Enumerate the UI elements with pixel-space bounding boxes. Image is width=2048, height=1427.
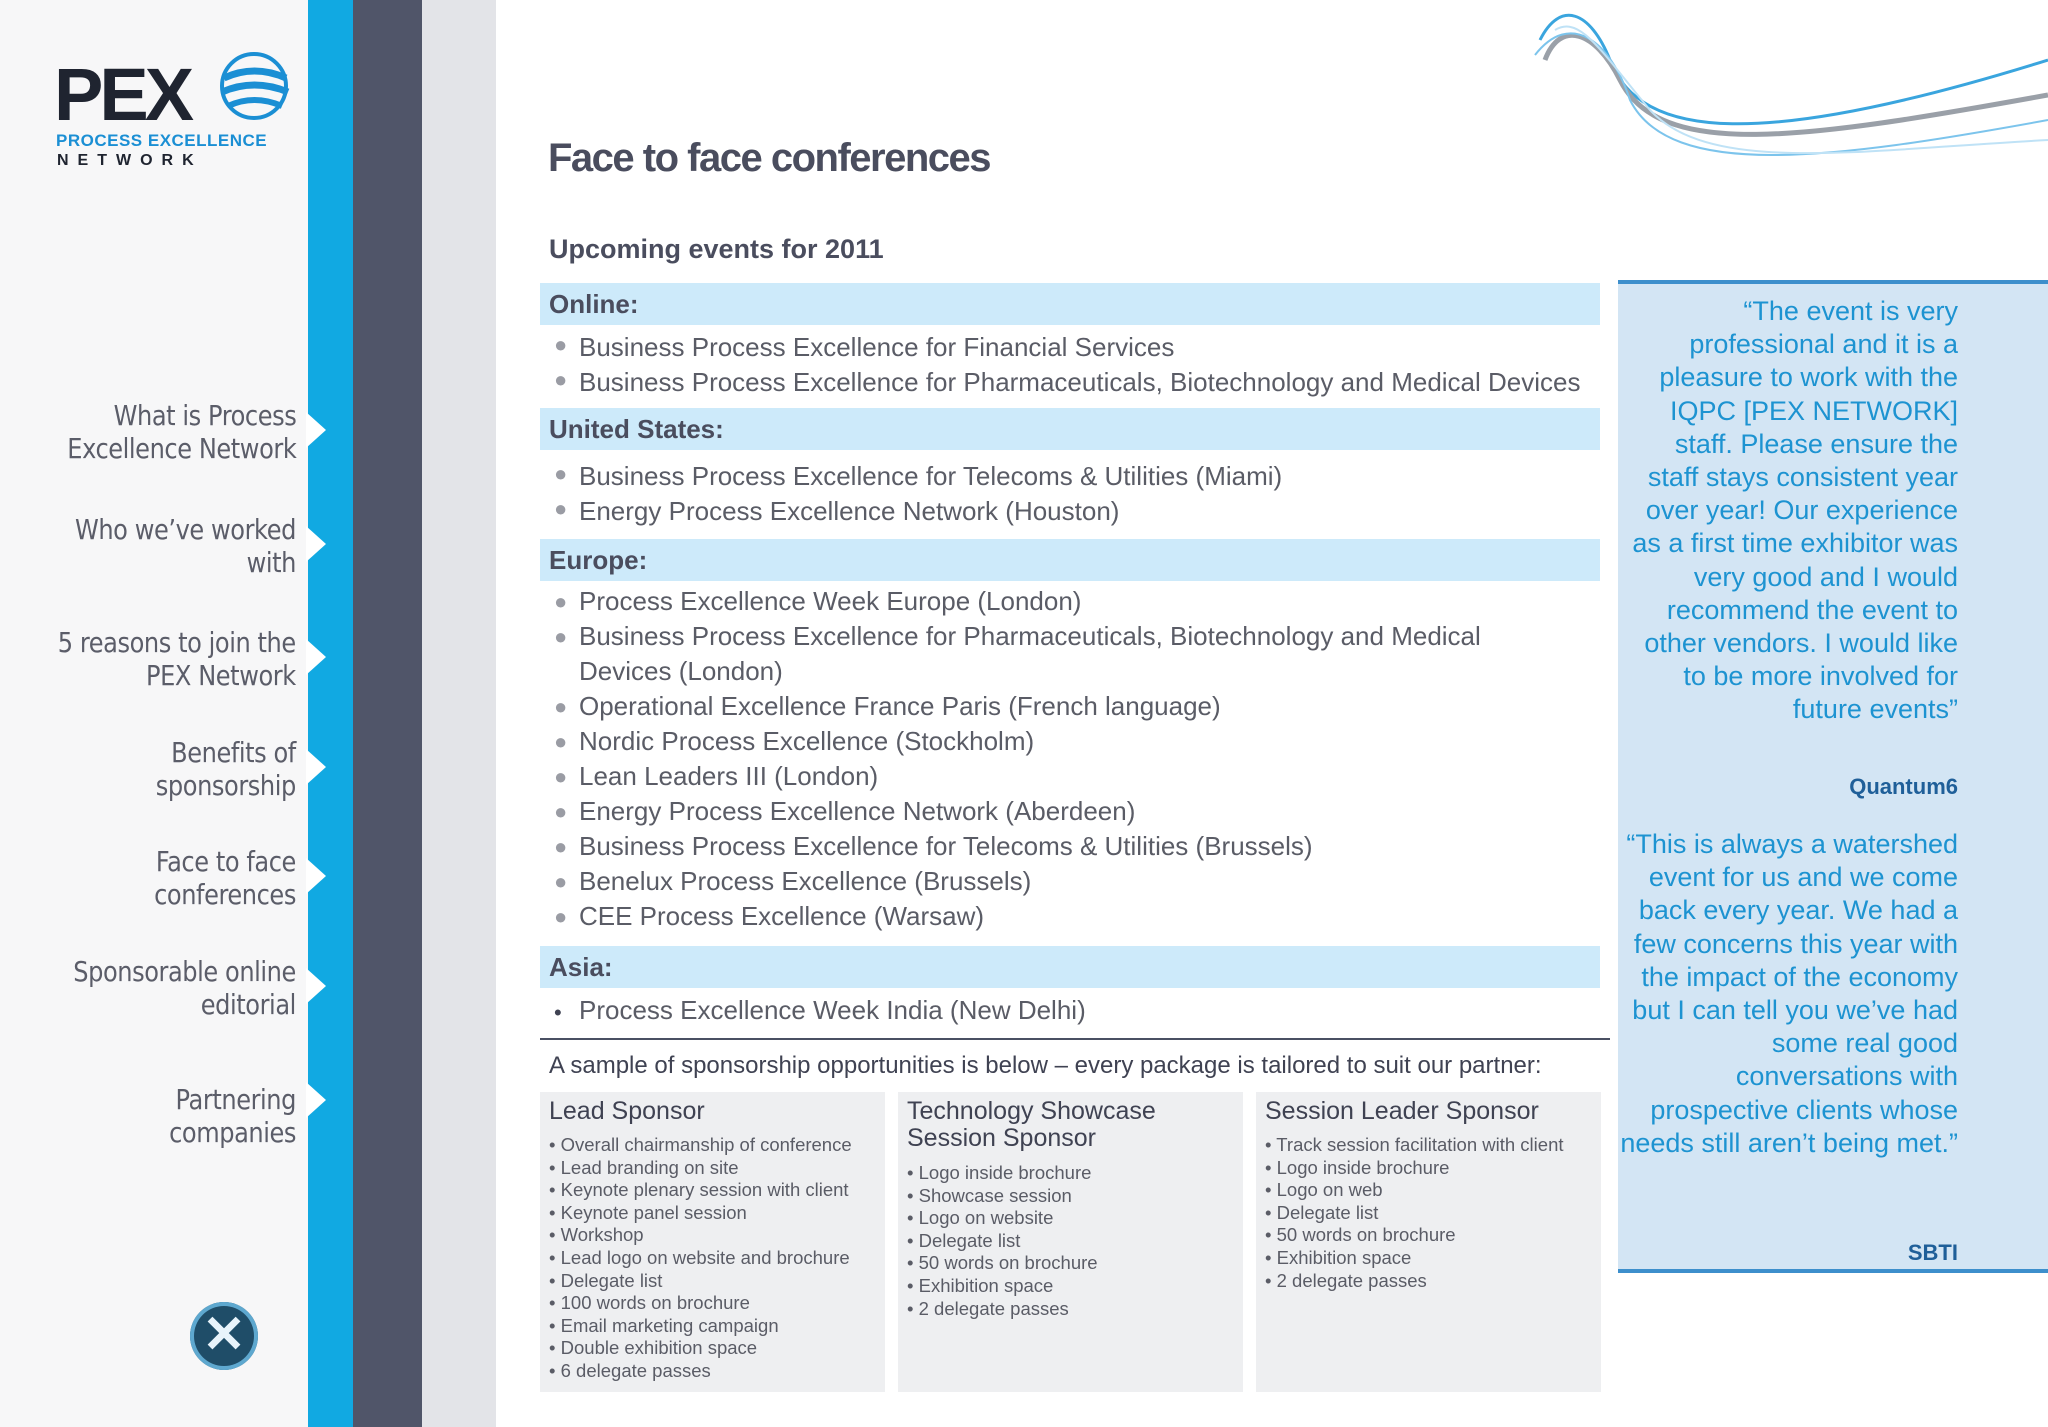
divider <box>540 1038 1610 1040</box>
list-item: • Exhibition space <box>1265 1247 1564 1270</box>
nav-arrow-icon <box>306 526 326 562</box>
nav-item-label: Face to face <box>155 845 296 878</box>
logo-globe-icon <box>214 44 294 124</box>
list-item: • Double exhibition space <box>549 1337 852 1360</box>
event-item: Operational Excellence France Paris (French language) <box>579 691 1221 721</box>
event-item: Business Process Excellence for Telecoms & Utilities (Miami) <box>579 461 1283 491</box>
bullet-icon: ● <box>554 869 568 894</box>
accent-bar-light <box>422 0 496 1427</box>
package-items <box>1265 1134 1564 1292</box>
nav-item-label: editorial <box>200 988 296 1021</box>
nav-item-who-we-worked-with[interactable] <box>75 513 296 579</box>
bullet-icon: ● <box>554 367 568 392</box>
package-technology-showcase <box>898 1092 1243 1392</box>
bullet-icon: • <box>554 1000 562 1025</box>
list-item: • Delegate list <box>1265 1202 1564 1225</box>
page-title: Face to face conferences <box>548 136 990 180</box>
nav-item-label: What is Process <box>113 399 296 432</box>
list-item: • Keynote plenary session with client <box>549 1179 852 1202</box>
region-label: Online: <box>549 289 639 319</box>
section-subtitle: Upcoming events for 2011 <box>549 234 884 264</box>
list-item: • Logo on website <box>907 1207 1098 1230</box>
close-icon: ✕ <box>202 1306 246 1364</box>
list-item: • Track session facilitation with client <box>1265 1134 1564 1157</box>
bullet-icon: ● <box>554 461 568 486</box>
list-item: • Email marketing campaign <box>549 1315 852 1338</box>
event-item: CEE Process Excellence (Warsaw) <box>579 901 985 931</box>
bullet-icon: ● <box>554 496 568 521</box>
nav-item-face-to-face-conferences[interactable] <box>154 845 296 911</box>
list-item: • Exhibition space <box>907 1275 1098 1298</box>
nav-item-label: Partnering companies <box>169 1083 296 1149</box>
bullet-icon: ● <box>554 694 568 719</box>
list-item: • Keynote panel session <box>549 1202 852 1225</box>
list-item: • Overall chairmanship of conference <box>549 1134 852 1157</box>
left-panel-background <box>0 0 308 1427</box>
region-header-europe <box>540 539 1600 581</box>
event-item: Energy Process Excellence Network (Aberdeen) <box>579 796 1136 826</box>
package-title: Lead Sponsor <box>549 1097 705 1125</box>
event-item: Business Process Excellence for Pharmaceuticals, Biotechnology and Medical Devices (London) <box>579 621 1481 686</box>
list-item: • Lead logo on website and brochure <box>549 1247 852 1270</box>
nav-item-partnering-companies[interactable] <box>41 1083 296 1149</box>
testimonial-quote: “This is always a watershed event for us and we come back every year. We had a few concerns this year with the impact of the economy but I can tell you we’ve had some real good conversations with prospective clients whose needs still aren’t being met.” <box>1620 829 1958 1158</box>
nav-arrow-icon <box>306 412 326 448</box>
list-item: • Logo inside brochure <box>1265 1157 1564 1180</box>
event-item: Process Excellence Week India (New Delhi) <box>579 995 1086 1025</box>
package-title: Session Leader Sponsor <box>1265 1097 1539 1125</box>
list-item: • 6 delegate passes <box>549 1360 852 1383</box>
accent-bar-slate <box>353 0 422 1427</box>
bullet-icon: ● <box>554 589 568 614</box>
list-item: • Logo on web <box>1265 1179 1564 1202</box>
list-item: • Showcase session <box>907 1185 1098 1208</box>
bullet-icon: ● <box>554 834 568 859</box>
event-item: Nordic Process Excellence (Stockholm) <box>579 726 1035 756</box>
event-item: Process Excellence Week Europe (London) <box>579 586 1082 616</box>
list-item: • Delegate list <box>549 1270 852 1293</box>
close-button[interactable] <box>190 1302 258 1370</box>
nav-item-label: 5 reasons to join the <box>57 626 296 659</box>
nav-item-label: Who we’ve worked <box>75 513 296 546</box>
nav-item-label: Excellence Network <box>66 432 296 465</box>
list-item: • 50 words on brochure <box>907 1252 1098 1275</box>
nav-arrow-icon <box>306 1082 326 1118</box>
nav-item-label: conferences <box>154 878 296 911</box>
region-header-asia <box>540 946 1600 988</box>
nav-item-label: PEX Network <box>146 659 296 692</box>
list-item: • 2 delegate passes <box>1265 1270 1564 1293</box>
nav-arrow-icon <box>306 858 326 894</box>
list-item: • Logo inside brochure <box>907 1162 1098 1185</box>
event-item: Energy Process Excellence Network (Houston) <box>579 496 1120 526</box>
bullet-icon: ● <box>554 332 568 357</box>
sponsorship-intro: A sample of sponsorship opportunities is below – every package is tailored to suit our partner: <box>549 1052 1542 1079</box>
package-lead-sponsor <box>540 1092 885 1392</box>
logo-network-text: NETWORK <box>57 152 203 169</box>
bullet-icon: ● <box>554 624 568 649</box>
nav-item-what-is-pex[interactable] <box>67 399 296 465</box>
nav-arrow-icon <box>306 639 326 675</box>
decorative-wave-graphic <box>1500 0 2048 200</box>
region-label: Europe: <box>549 545 648 575</box>
nav-item-sponsorable-online-editorial[interactable] <box>73 955 296 1021</box>
event-item: Business Process Excellence for Pharmaceuticals, Biotechnology and Medical Devices <box>579 367 1581 397</box>
nav-item-label: Sponsorable online <box>73 955 296 988</box>
region-label: Asia: <box>549 952 613 982</box>
nav-arrow-icon <box>306 968 326 1004</box>
list-item: • 100 words on brochure <box>549 1292 852 1315</box>
nav-item-label: with <box>246 546 296 579</box>
list-item: • Delegate list <box>907 1230 1098 1253</box>
nav-item-5-reasons[interactable] <box>58 626 296 692</box>
nav-arrow-icon <box>306 749 326 785</box>
bullet-icon: ● <box>554 729 568 754</box>
testimonial-quote: “The event is very professional and it is a pleasure to work with the IQPC [PEX NETWORK] staff. Please ensure the staff stays consistent year over year! Our experience as a first time exhibitor was very good and I would recommend the event to other vendors. I would like to be more involved for future events” <box>1632 296 1958 725</box>
package-title: Technology Showcase Session Sponsor <box>907 1097 1156 1152</box>
logo-brand-text: PEX <box>54 53 191 136</box>
package-session-leader <box>1256 1092 1601 1392</box>
list-item: • 50 words on brochure <box>1265 1224 1564 1247</box>
bullet-icon: ● <box>554 904 568 929</box>
list-item: • Lead branding on site <box>549 1157 852 1180</box>
nav-item-label: sponsorship <box>155 769 296 802</box>
testimonial-author: Quantum6 <box>1849 774 1958 799</box>
nav-item-label: Benefits of <box>171 736 296 769</box>
region-label: United States: <box>549 414 724 444</box>
bullet-icon: ● <box>554 799 568 824</box>
list-item: • 2 delegate passes <box>907 1298 1098 1321</box>
bullet-icon: ● <box>554 764 568 789</box>
logo-tagline: PROCESS EXCELLENCE <box>56 131 268 150</box>
package-items <box>907 1162 1098 1320</box>
testimonial-author: SBTI <box>1907 1240 1958 1265</box>
accent-bar-cyan <box>308 0 353 1427</box>
event-item: Lean Leaders III (London) <box>579 761 879 791</box>
testimonial-panel <box>1618 280 2048 1273</box>
region-header-online <box>540 283 1600 325</box>
event-item: Business Process Excellence for Financial Services <box>579 332 1175 362</box>
event-item: Benelux Process Excellence (Brussels) <box>579 866 1032 896</box>
nav-item-benefits-of-sponsorship[interactable] <box>156 736 296 802</box>
package-items <box>549 1134 852 1383</box>
list-item: • Workshop <box>549 1224 852 1247</box>
event-item: Business Process Excellence for Telecoms & Utilities (Brussels) <box>579 831 1313 861</box>
region-header-united-states <box>540 408 1600 450</box>
